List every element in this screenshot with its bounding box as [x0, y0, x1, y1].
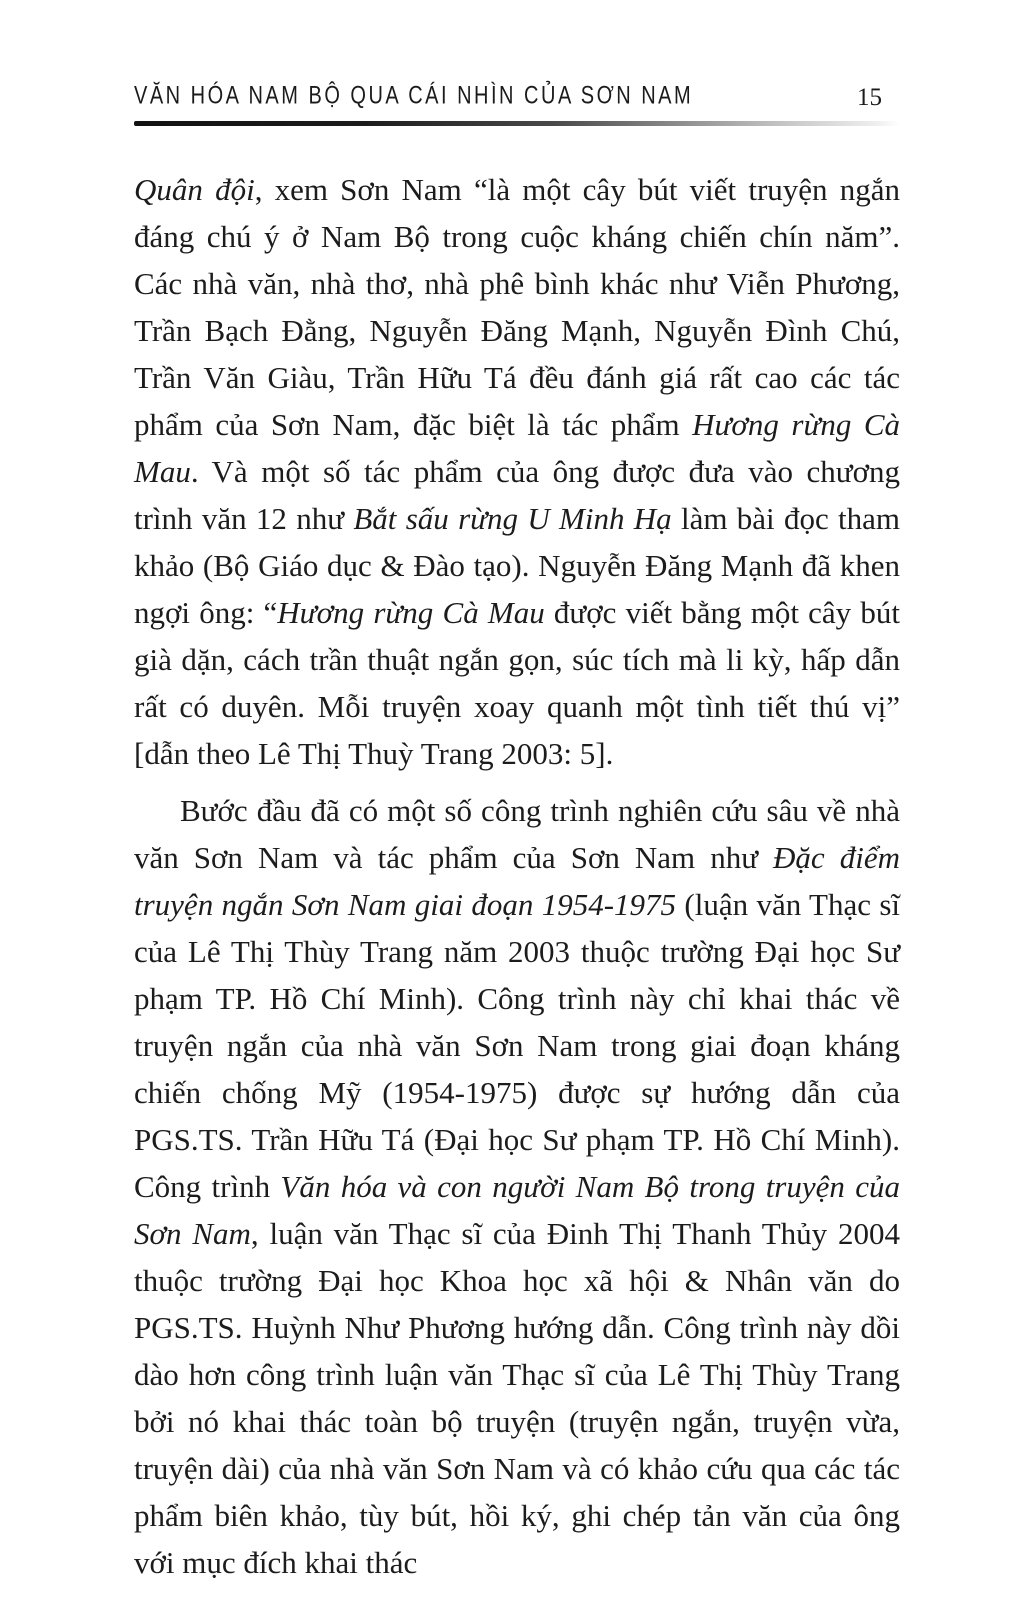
italic-title-run: Bắt sấu rừng U Minh Hạ — [353, 501, 672, 536]
running-header-row — [134, 84, 900, 112]
italic-title-run: Đặc điểm truyện ngắn Sơn Nam giai đoạn 1954-1975 — [134, 840, 900, 922]
text-run: làm bài đọc tham khảo (Bộ Giáo dục & Đào tạo). Nguyễn Đăng Mạnh đã khen ngợi ông: “ — [134, 501, 900, 630]
italic-title-run: Hương rừng Cà Mau — [277, 595, 545, 630]
text-run: , xem Sơn Nam “là một cây bút viết truyện ngắn đáng chú ý ở Nam Bộ trong cuộc kháng chiến chín năm”. Các nhà văn, nhà thơ, nhà phê bình khác như Viễn Phương, Trần Bạch Đằng, Nguyễn Đăng Mạnh, Nguyễn Đình Chú, Trần Văn Giàu, Trần Hữu Tá đều đánh giá rất cao các tác phẩm của Sơn Nam, đặc biệt là tác phẩm — [134, 172, 900, 442]
text-run: , luận văn Thạc sĩ của Đinh Thị Thanh Thủy 2004 thuộc trường Đại học Khoa học xã hội & Nhân văn do PGS.TS. Huỳnh Như Phương hướng dẫn. Công trình này dồi dào hơn công trình luận văn Thạc sĩ của Lê Thị Thùy Trang bởi nó khai thác toàn bộ truyện (truyện ngắn, truyện vừa, truyện dài) của nhà văn Sơn Nam và có khảo cứu qua các tác phẩm biên khảo, tùy bút, hồi ký, ghi chép tản văn của ông với mục đích khai thác — [134, 1216, 900, 1580]
text-run: . Và một số tác phẩm của ông được đưa vào chương trình văn 12 như — [134, 454, 900, 536]
text-run: Bước đầu đã có một số công trình nghiên cứu sâu về nhà văn Sơn Nam và tác phẩm của Sơn Nam như — [134, 793, 900, 875]
page-body — [134, 166, 900, 1586]
text-run: (luận văn Thạc sĩ của Lê Thị Thùy Trang năm 2003 thuộc trường Đại học Sư phạm TP. Hồ Chí Minh). Công trình này chỉ khai thác về truyện ngắn của nhà văn Sơn Nam trong giai đoạn kháng chiến chống Mỹ (1954-1975) được sự hướng dẫn của PGS.TS. Trần Hữu Tá (Đại học Sư phạm TP. Hồ Chí Minh). Công trình — [134, 887, 901, 1204]
header-rule-divider — [134, 121, 900, 126]
paragraph — [134, 787, 900, 1586]
page-header — [134, 84, 900, 126]
italic-title-run: Văn hóa và con người Nam Bộ trong truyện của Sơn Nam — [134, 1169, 900, 1251]
paragraph — [134, 166, 900, 777]
page-number: 15 — [857, 84, 882, 111]
text-run: được viết bằng một cây bút già dặn, cách trần thuật ngắn gọn, súc tích mà li kỳ, hấp dẫn rất có duyên. Mỗi truyện xoay quanh một tình tiết thú vị” [dẫn theo Lê Thị Thuỳ Trang 2003: 5]. — [134, 595, 900, 771]
italic-title-run: Hương rừng Cà Mau — [134, 407, 900, 489]
italic-title-run: Quân đội — [134, 172, 255, 207]
running-title: VĂN HÓA NAM BỘ QUA CÁI NHÌN CỦA SƠN NAM — [134, 82, 694, 110]
